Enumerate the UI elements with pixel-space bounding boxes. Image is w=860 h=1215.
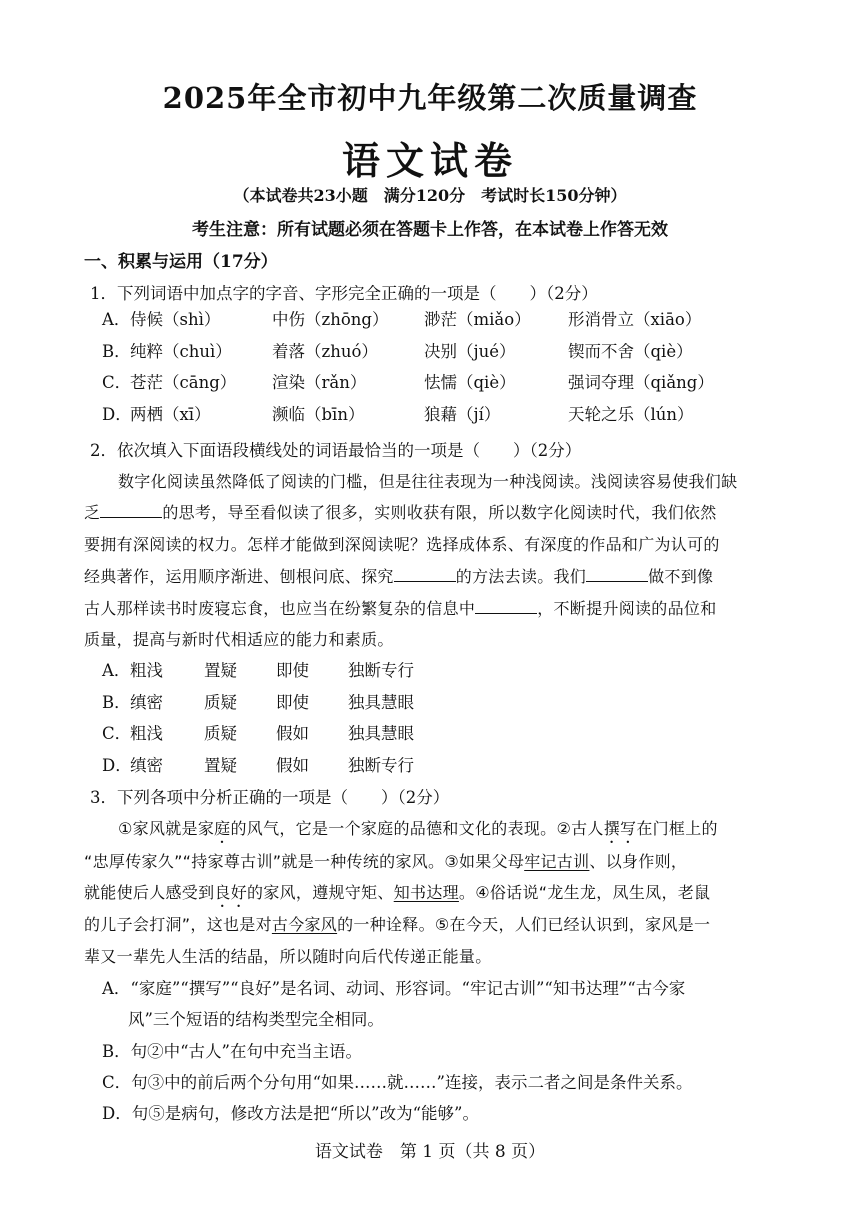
question-2-stem: 2．依次填入下面语段横线处的词语最恰当的一项是（ ）（2分） bbox=[90, 441, 582, 460]
exam-info: （本试卷共23小题 满分120分 考试时长150分钟） bbox=[233, 186, 627, 205]
q2-option-item: 假如 bbox=[276, 724, 309, 743]
q2-option-item: 独断专行 bbox=[348, 755, 414, 775]
q2-option-label: D． bbox=[102, 755, 132, 775]
q1-option-item: 濒临（bīn） bbox=[272, 404, 365, 424]
q1-option-item: 渲染（rǎn） bbox=[272, 373, 367, 392]
option-a: A．“家庭”“撰写”“良好”是名词、动词、形容词。“牢记古训”“知书达理”“古今家 bbox=[102, 979, 686, 998]
passage-line: 就能使后人感受到良好的家风，遵规守矩、知书达理。④俗话说“龙生龙，凤生凤，老鼠 bbox=[84, 883, 711, 902]
q2-option-label: C． bbox=[102, 724, 132, 743]
q2-option-item: 独断专行 bbox=[348, 661, 414, 680]
q2-option-item: 假如 bbox=[276, 755, 309, 775]
q1-option-item: 狼藉（jí） bbox=[424, 404, 501, 424]
q1-option-item: 强词夺理（qiǎng） bbox=[568, 373, 714, 392]
q1-option-item: 渺茫（miǎo） bbox=[424, 310, 531, 329]
exam-title: 2025年全市初中九年级第二次质量调查 bbox=[162, 81, 698, 115]
q2-option-item: 质疑 bbox=[204, 692, 237, 712]
q2-option-label: B． bbox=[102, 692, 131, 712]
q1-option-label: C． bbox=[102, 373, 132, 392]
q1-option-item: 中伤（zhōng） bbox=[272, 310, 389, 329]
exam-subject-title: 语文试卷 bbox=[341, 138, 518, 183]
q1-option-item: 决别（jué） bbox=[424, 341, 516, 361]
option-c: C．句③中的前后两个分句用“如果……就……”连接，表示二者之间是条件关系。 bbox=[102, 1073, 693, 1092]
q1-option-item: 两栖（xī） bbox=[130, 404, 211, 424]
q2-option-item: 独具慧眼 bbox=[348, 692, 414, 712]
q1-option-label: D． bbox=[102, 404, 132, 424]
question-1-stem: 1．下列词语中加点字的字音、字形完全正确的一项是（ ）（2分） bbox=[90, 284, 598, 303]
option-a-cont: 风”三个短语的结构类型完全相同。 bbox=[128, 1010, 384, 1029]
passage-line: 的儿子会打洞”，这也是对古今家风的一种诠释。⑤在今天，人们已经认识到，家风是一 bbox=[84, 915, 711, 934]
passage-line: 经典著作，运用顺序渐进、刨根问底、探究 的方法去读。我们 做不到像 bbox=[84, 567, 714, 586]
q1-option-item: 纯粹（chuì） bbox=[130, 341, 232, 361]
q2-option-item: 即使 bbox=[276, 692, 309, 712]
q2-option-item: 缜密 bbox=[130, 692, 163, 712]
page-footer: 语文试卷 第 1 页（共 8 页） bbox=[314, 1142, 546, 1162]
q1-option-item: 苍茫（cāng） bbox=[130, 373, 237, 392]
q1-option-item: 形消骨立（xiāo） bbox=[568, 310, 702, 329]
passage-line: 古人那样读书时废寝忘食，也应当在纷繁复杂的信息中 ，不断提升阅读的品位和 bbox=[84, 599, 717, 618]
q1-option-item: 怯懦（qiè） bbox=[424, 373, 516, 392]
passage-line: 数字化阅读虽然降低了阅读的门槛，但是往往表现为一种浅阅读。浅阅读容易使我们缺 bbox=[118, 472, 738, 491]
q1-option-item: 天轮之乐（lún） bbox=[568, 404, 694, 424]
q1-option-label: B． bbox=[102, 341, 131, 361]
q2-option-item: 即使 bbox=[276, 661, 309, 680]
q2-option-item: 缜密 bbox=[130, 755, 163, 775]
answer-blank bbox=[100, 501, 162, 518]
q1-option-item: 侍候（shì） bbox=[130, 310, 221, 329]
option-b: B．句②中“古人”在句中充当主语。 bbox=[102, 1042, 362, 1061]
passage-line: 质量，提高与新时代相适应的能力和素质。 bbox=[84, 630, 394, 649]
q1-option-label: A． bbox=[102, 310, 131, 329]
q1-option-item: 着落（zhuó） bbox=[272, 341, 378, 361]
section-title: 一、积累与运用（17分） bbox=[84, 252, 278, 272]
q2-option-label: A． bbox=[102, 661, 131, 680]
q2-option-item: 粗浅 bbox=[130, 724, 163, 743]
passage-line: 要拥有深阅读的权力。怎样才能做到深阅读呢？选择成体系、有深度的作品和广为认可的 bbox=[84, 535, 720, 554]
q2-option-item: 置疑 bbox=[204, 755, 237, 775]
answer-blank bbox=[586, 565, 648, 582]
q2-option-item: 独具慧眼 bbox=[348, 724, 414, 743]
q2-option-item: 质疑 bbox=[204, 724, 237, 743]
q2-option-item: 置疑 bbox=[204, 661, 237, 680]
passage-line: ①家风就是家庭的风气，它是一个家庭的品德和文化的表现。②古人撰写在门框上的 bbox=[118, 819, 718, 838]
answer-blank bbox=[475, 597, 537, 614]
q1-option-item: 锲而不舍（qiè） bbox=[568, 341, 693, 361]
passage-line: 辈又一辈先人生活的结晶，所以随时向后代传递正能量。 bbox=[84, 947, 492, 966]
exam-notice: 考生注意：所有试题必须在答题卡上作答，在本试卷上作答无效 bbox=[192, 220, 668, 240]
option-d: D．句⑤是病句，修改方法是把“所以”改为“能够”。 bbox=[102, 1104, 479, 1123]
passage-line: “忠厚传家久”“持家尊古训”就是一种传统的家风。③如果父母牢记古训、以身作则， bbox=[84, 852, 688, 871]
question-3-stem: 3．下列各项中分析正确的一项是（ ）（2分） bbox=[90, 788, 450, 807]
passage-line: 乏 的思考，导至看似读了很多，实则收获有限，所以数字化阅读时代，我们依然 bbox=[84, 503, 717, 522]
answer-blank bbox=[394, 565, 456, 582]
q2-option-item: 粗浅 bbox=[130, 661, 163, 680]
